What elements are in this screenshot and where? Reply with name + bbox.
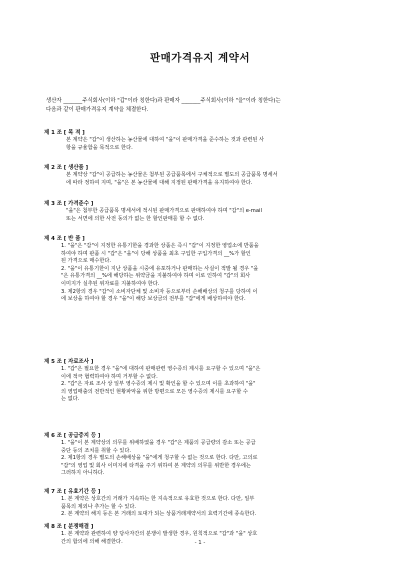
article-body-line: 1. "을"이 본 계약상의 의무를 위배하였을 경우 "갑"은 제품의 공급량의 감소 또는 공급 — [61, 440, 256, 446]
article-body-line: 이미지가 실추된 위자료를 지불하여야 한다. — [61, 281, 160, 287]
article-heading: 제 8 조 [ 분쟁해결 ] — [44, 524, 94, 530]
article-body-line: 된 가격으로 매수한다. — [61, 258, 112, 265]
article-body-line: 에 따라 정하여 지며, "을"은 본 농산물에 대해 지정된 판매가격을 유지하여야 한다. — [66, 179, 253, 186]
article-body-line: 2. 제1항의 경우 별도의 손해배상을 "을"에게 청구할 수 없는 것으로 한다. 다만, 고의로 — [61, 455, 258, 462]
article-heading: 제 2 조 [ 생산품 ] — [44, 165, 89, 171]
article-body-line: 1. "을"은 "갑"이 지정한 유통기한을 경과한 상품은 즉시 "갑"이 지정한 영업소에 반품을 — [61, 243, 259, 249]
article-body-line: 3. 제2항의 경우 "갑"이 소비자단체 및 소비자 등으로부터 손해배상의 청구를 당하여 이 — [61, 288, 258, 295]
article-body-line: 에 보상을 하여야 할 경우 "을"이 해당 보상금의 전부를 "갑"에게 배상하여야 한다. — [61, 296, 246, 303]
article-heading: 제 4 조 [ 반 품 ] — [44, 236, 85, 242]
article-body-line: 그러하지 아니하다. — [61, 470, 105, 477]
article-body-line: 본 계약상 "갑"이 공급하는 농산물은 첨부된 공급품목에서 구체적으로 별도의 공급품목 명세서 — [66, 172, 278, 178]
article-body-line: 항을 규율함을 목적으로 한다. — [66, 144, 133, 151]
article-body-line: 본 계약은 "갑"이 생산하는 농산물에 대하여 "을"이 판매가격을 준수하는 것과 관련된 사 — [66, 137, 265, 143]
article-heading: 제 5 조 [ 자료조사 ] — [44, 359, 94, 365]
article-body-line: 1. 본 계약과 관련하여 양 당사자간의 분쟁이 발생한 경우, 원칙적으로 "갑"과 "을" 상호 — [61, 531, 258, 537]
article-heading: 제 1 조 [ 목 적 ] — [44, 130, 85, 136]
intro-line: 생산자 _______주식회사(이하 "갑"이라 칭한다)과 판매자 _______주식회사(이하 "을"이라 칭한다)는 — [46, 98, 281, 104]
intro-line: 다음과 같이 판매가격유지 계약을 체결한다. — [46, 107, 149, 113]
article-body-line: 는 없다. — [61, 396, 80, 403]
article-body-line: 이에 적극 협력하여야 하며 거부할 수 없다. — [61, 373, 158, 380]
article-body-line: "을"은 첨부한 공급품목 명세서에 적시된 판매가격으로 판매하여야 하며 "갑"의 e-mail — [66, 208, 262, 214]
article-body-line: 간의 합의에 의해 해결한다. — [61, 538, 123, 545]
article-heading: 제 6 조 [ 공급중지 등 ] — [44, 433, 101, 439]
article-body-line: 의 영업매출의 전반적인 현황파악을 위한 방편으로 모든 영수증의 제시를 요구할 수 — [61, 388, 248, 395]
page-number: - 1 - — [194, 540, 206, 546]
article-body-line: 2. "을"이 유통기한이 지난 상품을 시중에 유포하거나 판매하는 사실이 적발 될 경우 "을 — [61, 265, 259, 272]
article-body-line: "갑"의 영업 및 회사 이미지에 타격을 주기 위하여 본 계약의 의무를 위반한 경우에는 — [61, 462, 251, 469]
article-body-line: 2. "갑"은 자료 조사 상 일부 영수증의 제시 및 확인을 할 수 있으며 이를 초과하여 "을" — [61, 381, 256, 388]
article-heading: 제 3 조 [ 가격준수 ] — [44, 201, 94, 207]
article-body-line: 1. "갑"은 필요한 경우 "을"에 대하여 판매관련 영수증의 제시를 요구할 수 있으며 "을"은 — [61, 366, 261, 372]
article-body-line: "은 유통가격의 __%에 해당하는 위약금을 지불하여야 하며 이로 인하여 "갑"의 회사 — [61, 273, 251, 280]
article-heading: 제 7 조 [ 유효기간 등 ] — [44, 489, 101, 495]
article-body-line: 또는 서면에 의한 사전 동의가 없는 한 할인판매를 할 수 없다. — [66, 215, 205, 222]
document-title: 판매가격유지 계약서 — [150, 52, 250, 64]
article-body-line: 하여야 하며 판품 시 "갑"은 "을"이 당해 상품을 최초 구입한 구입가격의 __%가 할인 — [61, 250, 251, 257]
article-body-line: 2. 본 계약의 해지 등은 본 거래의 토대가 되는 상품거래계약서의 효력기간에 종속한다. — [61, 511, 257, 518]
article-body-line: 1. 본 계약은 상호간의 거래가 지속하는 한 지속적으로 유효한 것으로 한다. 다만, 일부 — [61, 496, 255, 502]
article-body-line: 품목의 제외나 추가는 할 수 있다. — [61, 503, 137, 510]
article-body-line: 중단 등의 조치를 취할 수 있다. — [61, 447, 132, 454]
